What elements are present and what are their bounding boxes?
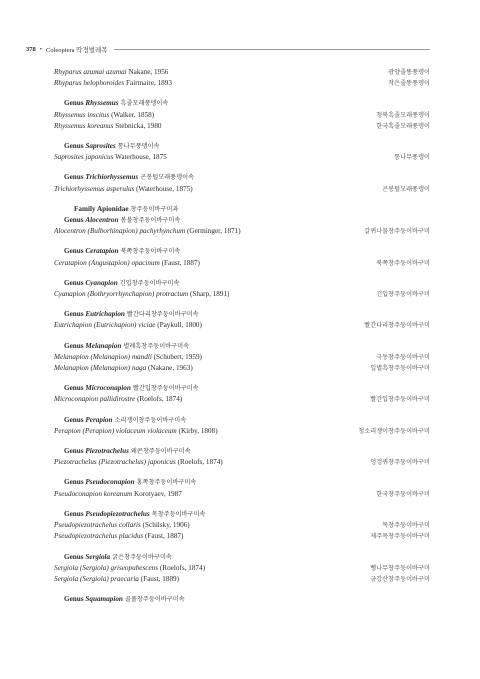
- genus-heading: [54, 309, 430, 320]
- species-entry: [54, 574, 179, 584]
- heading-label: Genus: [64, 552, 84, 561]
- korean-name: 목창주둥이바구미: [382, 522, 430, 530]
- genus-heading: [54, 172, 430, 183]
- genus-heading: [54, 215, 430, 226]
- heading-korean-name: 굵은창주둥이바구미속: [112, 553, 172, 561]
- genus-name: Squamapion: [85, 595, 123, 604]
- scientific-name: Perapion (Perapion) violaceum violaceum: [54, 426, 177, 435]
- genus-name: Piezotrachelus: [85, 447, 129, 456]
- korean-name: 곤봉털모래풍뎅이: [382, 185, 430, 193]
- taxon-group: [54, 67, 430, 89]
- species-entry: [54, 289, 229, 299]
- heading-label: Genus: [64, 509, 84, 518]
- scientific-name: Trichiorhyssemus asperulus: [54, 184, 135, 193]
- family-heading: [54, 204, 430, 215]
- heading-korean-name: 북쪽창주둥이바구미속: [120, 248, 181, 256]
- korean-name: 금강산창주둥이바구미: [370, 575, 430, 583]
- species-author: (Paykull, 1800): [157, 321, 202, 330]
- species-entry: [54, 352, 202, 362]
- taxon-group: [54, 278, 430, 300]
- species-author: Waterhouse, 1875: [115, 153, 167, 162]
- genus-name: Trichiorhyssemus: [85, 173, 139, 182]
- species-row: [54, 563, 430, 574]
- scientific-name: Piezotrachelus (Piezotrachelus) japonicus: [54, 458, 176, 467]
- species-entry: [54, 457, 223, 467]
- species-author: (Faust, 1889): [140, 574, 180, 583]
- heading-label: Genus: [64, 99, 84, 108]
- korean-name: 뻥나무창주둥이바구미: [370, 564, 430, 572]
- scientific-name: Melanapion (Melanapion) mandli: [54, 352, 152, 361]
- species-row: [54, 121, 430, 132]
- species-row: [54, 394, 430, 405]
- species-row: [54, 78, 430, 89]
- species-entry: [54, 394, 182, 404]
- korean-name: 북쪽창주둥이바구미: [376, 259, 430, 267]
- species-author: (Roelofs, 1874): [177, 458, 223, 467]
- korean-name: 작은줄똥풍뎅이: [388, 80, 430, 88]
- taxon-group: [54, 246, 430, 268]
- genus-heading: [54, 415, 430, 426]
- species-author: (Roelofs, 1874): [137, 395, 183, 404]
- species-author: (Faust, 1887): [161, 258, 200, 267]
- genus-heading: [54, 509, 430, 520]
- genus-heading: [54, 98, 430, 109]
- genus-name: Microconapion: [85, 384, 131, 393]
- running-header: [26, 44, 430, 54]
- korean-name: 긴입창주둥이바구미: [376, 291, 430, 299]
- heading-korean-name: 곤봉털모래풍뎅이속: [140, 174, 195, 182]
- genus-heading: [54, 246, 430, 257]
- species-row: [54, 363, 430, 374]
- genus-name: Melanapion: [85, 341, 122, 350]
- heading-label: Genus: [64, 278, 84, 287]
- scientific-name: Alocentron (Bulborhinapion) pachyrhynchum: [54, 227, 186, 236]
- scientific-name: Rhyparus azumai azumai: [54, 68, 127, 76]
- genus-heading: [54, 477, 430, 488]
- scientific-name: Rhyparus helophoroides: [54, 79, 125, 88]
- species-row: [54, 574, 430, 585]
- scientific-name: Pseudoconapion koreanum: [54, 489, 133, 498]
- scientific-name: Melanapion (Melanapion) naga: [54, 364, 147, 373]
- header-rule: [114, 49, 430, 50]
- heading-korean-name: 별례흑창주둥이바구미속: [123, 342, 190, 350]
- genus-heading: [54, 278, 430, 289]
- species-author: (Nakane, 1963): [148, 364, 193, 373]
- heading-label: Genus: [64, 384, 84, 393]
- species-author: (Waterhouse, 1875): [136, 184, 193, 193]
- species-author: (Sharp, 1891): [189, 290, 230, 299]
- species-row: [54, 520, 430, 531]
- scientific-name: Rhyssemus koreanus: [54, 121, 114, 130]
- species-row: [54, 352, 430, 363]
- korean-name: 엉겅퀴창주둥이바구미: [370, 459, 430, 467]
- genus-name: Sergiola: [85, 552, 111, 561]
- species-author: (Faust, 1887): [145, 532, 184, 541]
- genus-heading: [54, 446, 430, 457]
- heading-label: Genus: [64, 310, 84, 319]
- genus-name: Eutrichapion: [85, 310, 125, 319]
- taxon-group: [54, 341, 430, 375]
- species-author: Korotyaev, 1987: [133, 489, 182, 498]
- species-entry: [54, 152, 167, 162]
- taxon-group: [54, 415, 430, 437]
- genus-heading: [54, 341, 430, 352]
- scientific-name: Sergiola (Sergiola) griseopubescens: [54, 563, 159, 572]
- heading-korean-name: 봄볼창주둥이바구미속: [120, 217, 181, 225]
- species-entry: [54, 121, 162, 131]
- genus-name: Pseudoconapion: [85, 478, 135, 487]
- heading-korean-name: 빨간다리창주둥이바구미속: [126, 311, 199, 319]
- species-author: Stebnicka, 1980: [115, 121, 162, 130]
- scientific-name: Ceratapion (Angustapion) opacinum: [54, 258, 160, 267]
- heading-label: Genus: [64, 341, 84, 350]
- species-entry: [54, 520, 190, 530]
- heading-label: Genus: [64, 142, 84, 151]
- korean-name: 청소리쟁이창주둥이바구미: [358, 427, 430, 435]
- species-entry: [54, 258, 200, 268]
- species-row: [54, 258, 430, 269]
- genus-heading: [54, 141, 430, 152]
- taxon-group: [54, 446, 430, 468]
- species-entry: [54, 563, 205, 573]
- heading-label: Genus: [64, 216, 84, 225]
- korean-name: 한국창주둥이바구미: [376, 490, 430, 498]
- heading-korean-name: 소리쟁이창주둥이바구미속: [114, 416, 187, 424]
- heading-label: Genus: [64, 173, 84, 182]
- taxon-group: [54, 477, 430, 499]
- species-row: [54, 289, 430, 300]
- korean-name: 제주목창주둥이바구미: [370, 533, 430, 541]
- species-entry: [54, 489, 182, 499]
- species-row: [54, 320, 430, 331]
- species-entry: [54, 110, 154, 120]
- species-author: (Schubert, 1959): [153, 352, 202, 361]
- taxon-group: [54, 594, 430, 605]
- taxon-group: [54, 509, 430, 543]
- species-row: [54, 426, 430, 437]
- korean-name: 빨간다리창주둥이바구미: [364, 322, 430, 330]
- species-entry: [54, 426, 218, 436]
- species-entry: [54, 184, 193, 194]
- scientific-name: Sergiola (Sergiola) praecaria: [54, 574, 139, 583]
- taxon-group: [54, 552, 430, 586]
- species-author: (Walker, 1858): [111, 110, 155, 119]
- section-title: Coleoptera 딱정벌레목: [46, 46, 108, 54]
- taxon-group: [54, 141, 430, 163]
- genus-name: Pseudopiezotrachelus: [85, 509, 150, 518]
- species-row: [54, 489, 430, 500]
- genus-name: Cyanapion: [85, 278, 118, 287]
- heading-label: Genus: [64, 247, 84, 256]
- taxon-group: [54, 204, 430, 215]
- genus-heading: [54, 552, 430, 563]
- species-author: (Kirby, 1808): [178, 426, 218, 435]
- genus-name: Perapion: [85, 415, 113, 424]
- heading-korean-name: 빨간입창주둥이바구미속: [132, 385, 199, 393]
- species-row: [54, 110, 430, 121]
- species-author: (Roelofs, 1874): [159, 563, 205, 572]
- korean-name: 청북흑줄모래풍뎅이: [376, 111, 430, 119]
- korean-name: 일별흑창주둥이바구미: [370, 365, 430, 373]
- scientific-name: Pseudopiezotrachelus collaris: [54, 521, 141, 530]
- taxon-group: [54, 383, 430, 405]
- taxon-group: [54, 309, 430, 331]
- species-row: [54, 226, 430, 237]
- genus-name: Ceratapion: [85, 247, 119, 256]
- species-row: [54, 67, 430, 78]
- genus-name: Rhyssemus: [85, 99, 119, 108]
- taxon-group: [54, 172, 430, 194]
- heading-label: Genus: [64, 415, 84, 424]
- scientific-name: Rhyssemus inscitus: [54, 110, 110, 119]
- heading-korean-name: 긴입창주둥이바구미속: [119, 279, 180, 287]
- species-author: (Germinger, 1871): [187, 227, 241, 236]
- heading-korean-name: 골풀창주둥이바구미속: [124, 596, 185, 604]
- page-number: 378: [26, 45, 36, 53]
- species-entry: [54, 320, 202, 330]
- korean-name: 빨간입창주둥이바구미: [370, 396, 430, 404]
- species-entry: [54, 67, 168, 77]
- korean-name: 극동창주둥이바구미: [376, 353, 430, 361]
- heading-korean-name: 목창주둥이바구미속: [151, 510, 206, 518]
- genus-name: Saprosites: [85, 142, 116, 151]
- species-row: [54, 531, 430, 542]
- heading-korean-name: 홍쪽창주둥이바구미속: [136, 479, 197, 487]
- species-entry: [54, 226, 241, 236]
- taxon-group: [54, 215, 430, 237]
- species-list: [54, 67, 430, 605]
- species-entry: [54, 78, 172, 88]
- scientific-name: Eutrichapion (Eutrichapion) viciae: [54, 321, 156, 330]
- heading-korean-name: 창주둥이바구미과: [130, 205, 179, 213]
- heading-label: Genus: [64, 447, 84, 456]
- heading-korean-name: 흑줄모래풍뎅이속: [120, 100, 169, 108]
- species-author: Fairmaire, 1893: [126, 79, 172, 88]
- heading-label: Genus: [64, 595, 84, 604]
- heading-korean-name: 왜콘창주둥이바구미속: [130, 448, 191, 456]
- species-author: (Schilsky, 1906): [142, 521, 190, 530]
- species-entry: [54, 531, 183, 541]
- korean-name: 한국흑줄모래풍뎅이: [376, 122, 430, 130]
- heading-label: Family Apionidae: [74, 204, 129, 213]
- genus-heading: [54, 594, 430, 605]
- scientific-name: Microconapion pallidirostre: [54, 395, 136, 404]
- scientific-name: Saprosites japonicus: [54, 153, 114, 162]
- korean-name: 광양줄똥풍뎅이: [388, 69, 430, 76]
- heading-label: Genus: [64, 478, 84, 487]
- taxon-group: [54, 98, 430, 132]
- genus-name: Alocentron: [85, 216, 119, 225]
- header-bullet: •: [39, 45, 43, 53]
- species-row: [54, 152, 430, 163]
- species-row: [54, 457, 430, 468]
- genus-heading: [54, 383, 430, 394]
- korean-name: 통나무풍뎅이: [394, 154, 430, 162]
- species-entry: [54, 363, 193, 373]
- species-row: [54, 184, 430, 195]
- heading-korean-name: 통나무풍뎅이속: [117, 143, 160, 151]
- korean-name: 갈퀴나물창주둥이바구미: [364, 228, 430, 236]
- scientific-name: Pseudopiezotrachelus placidus: [54, 532, 144, 541]
- scientific-name: Cyanapion (Bothryorrhynchapion) protractum: [54, 290, 189, 299]
- species-author: Nakane, 1956: [128, 68, 169, 76]
